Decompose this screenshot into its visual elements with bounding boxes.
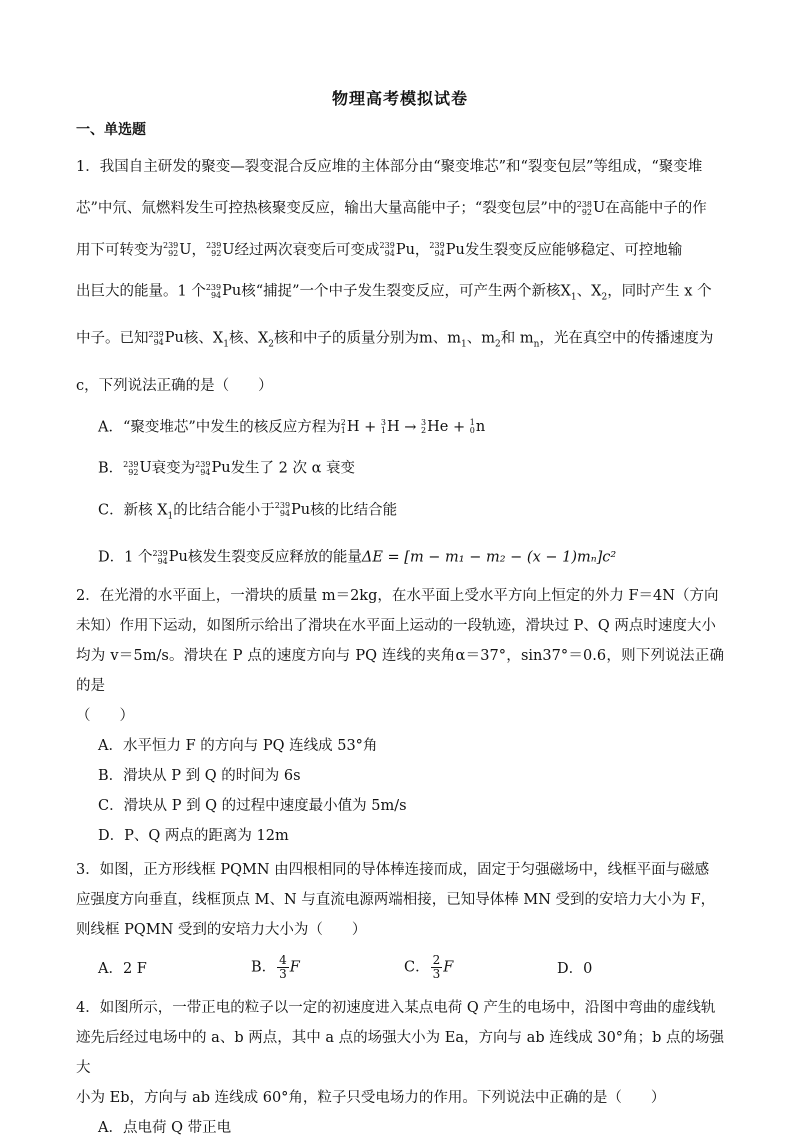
nuclide-pu239: 239 94 Pu [152, 548, 188, 566]
question-3 [76, 855, 724, 991]
q2-option-a[interactable]: A．水平恒力 F 的方向与 PQ 连线成 53°角 [98, 737, 378, 754]
nuclide-u239: 239 92 U [163, 241, 192, 258]
q2-option-b[interactable]: B．滑块从 P 到 Q 的时间为 6s [98, 767, 301, 784]
q4-line-3: 小为 Eb，方向与 ab 连线成 60°角，粒子只受电场力的作用。下列说法中正确的是（ ） [76, 1089, 666, 1106]
q3-line-2: 应强度方向垂直，线框顶点 M、N 与直流电源两端相接，已知导体棒 MN 受到的安培力大小为 F， [76, 891, 716, 908]
fraction-4-3: $\frac{4}{3}$ [279, 953, 287, 982]
nuclide-n1: 1 0 n [469, 418, 486, 436]
question-1 [76, 147, 724, 579]
q4-line-1: 4．如图所示，一带正电的粒子以一定的初速度进入某点电荷 Q 产生的电场中，沿图中弯曲的虚线轨 [76, 999, 716, 1016]
q3-option-d[interactable]: D．0 [557, 961, 593, 978]
q3-option-a[interactable]: A．2 F [98, 961, 147, 978]
nuclide-he3: 3 2 He [421, 418, 449, 436]
q4-line-2: 迹先后经过电场中的 a、b 两点，其中 a 点的场强大小为 Ea，方向与 ab 连线成 30°角；b 点的场强大 [76, 1029, 724, 1076]
fraction-2-3: $\frac{2}{3}$ [432, 953, 441, 982]
energy-equation: ΔE = [m − m₁ − m₂ − (x − 1)mₙ]c² [361, 549, 617, 566]
q3-line-3: 则线框 PQMN 受到的安培力大小为（ ） [76, 921, 367, 938]
q1-option-d[interactable]: D．1 个 239 94 Pu 核发生裂变反应释放的能量ΔE = [m − m₁ − m₂ − (x − 1)mₙ]c² [76, 537, 724, 579]
q2-line-2: 未知）作用下运动，如图所示给出了滑块在水平面上运动的一段轨迹，滑块过 P、Q 两点时速度大小 [76, 617, 716, 634]
q3-option-c[interactable]: C． $\frac{2}{3}$ F [404, 953, 454, 982]
q1-option-b[interactable]: B． 239 92 U 衰变为 239 94 Pu 发生了 2 次 α 衰变 [76, 448, 724, 490]
q1-line-6: c，下列说法正确的是（ ） [76, 377, 273, 394]
question-4 [76, 993, 724, 1143]
q1-line-3: 用下可转变为 239 92 U ， 239 92 U 经过两次衰变后可变成 239 94 Pu ， 239 94 Pu 发生裂变反应能够稳定、可控地输 [76, 230, 724, 272]
q2-line-3: 均为 v＝5m/s。滑块在 P 点的速度方向与 PQ 连线的夹角α＝37°，sin37°＝0.6，则下列说法正确的是 [76, 647, 724, 694]
nuclide-u239: 239 92 U [123, 459, 152, 477]
nuclide-pu239: 239 94 Pu [274, 501, 311, 519]
section-heading: 一、单选题 [76, 122, 146, 138]
q1-option-a[interactable]: A．“聚变堆芯”中发生的核反应方程为 2 1 H + 3 1 H → 3 2 He + 1 0 n [76, 407, 724, 449]
nuclide-pu239: 239 94 Pu [379, 241, 415, 258]
q2-line-4: （ ） [76, 707, 134, 724]
q2-option-c[interactable]: C．滑块从 P 到 Q 的过程中速度最小值为 5m/s [98, 797, 407, 814]
q1-line-5: 中子。已知 239 94 Pu 核、$X_1$核、$X_2$核和中子的质量分别为m、$m_1$、$m_2$和 $m_n$，光在真空中的传播速度为 [76, 318, 724, 365]
q2-line-1: 2．在光滑的水平面上，一滑块的质量 m＝2kg，在水平面上受水平方向上恒定的外力 F＝4N（方向 [76, 587, 719, 604]
q1-line-2: 芯”中氘、氚燃料发生可控热核聚变反应，输出大量高能中子；“裂变包层”中的 238 92 U 在高能中子的作 [76, 188, 724, 230]
q3-options [76, 945, 724, 991]
q1-option-c[interactable]: C．新核 $X_1$的比结合能小于 239 94 Pu 核的比结合能 [76, 490, 724, 537]
q3-line-1: 3．如图，正方形线框 PQMN 由四根相同的导体棒连接而成，固定于匀强磁场中，线框平面与磁感 [76, 861, 710, 878]
nuclide-u239: 239 92 U [206, 241, 235, 258]
q2-option-d[interactable]: D．P、Q 两点的距离为 12m [98, 827, 289, 844]
q3-option-b[interactable]: B． $\frac{4}{3}$ F [251, 953, 300, 982]
q4-option-a[interactable]: A．点电荷 Q 带正电 [98, 1119, 232, 1136]
nuclide-h3: 3 1 H [380, 418, 400, 436]
nuclide-pu239: 239 94 Pu [148, 329, 184, 347]
page-title: 物理高考模拟试卷 [331, 89, 468, 108]
nuclide-pu239: 239 94 Pu [429, 241, 465, 258]
q1-line-1: 1．我国自主研发的聚变—裂变混合反应堆的主体部分由“聚变堆芯”和“裂变包层”等组成，“聚变堆 [76, 159, 703, 175]
nuclide-pu239: 239 94 Pu [195, 459, 231, 477]
nuclide-u238: 238 92 U [576, 199, 606, 217]
question-2 [76, 581, 724, 851]
nuclide-h2: 2 1 H [340, 418, 360, 436]
q1-line-4: 出巨大的能量。1 个 239 94 Pu 核“捕捉”一个中子发生裂变反应，可产生两个新核$X_1$、$X_2$，同时产生 x 个 [76, 271, 724, 318]
nuclide-pu239: 239 94 Pu [205, 282, 242, 300]
